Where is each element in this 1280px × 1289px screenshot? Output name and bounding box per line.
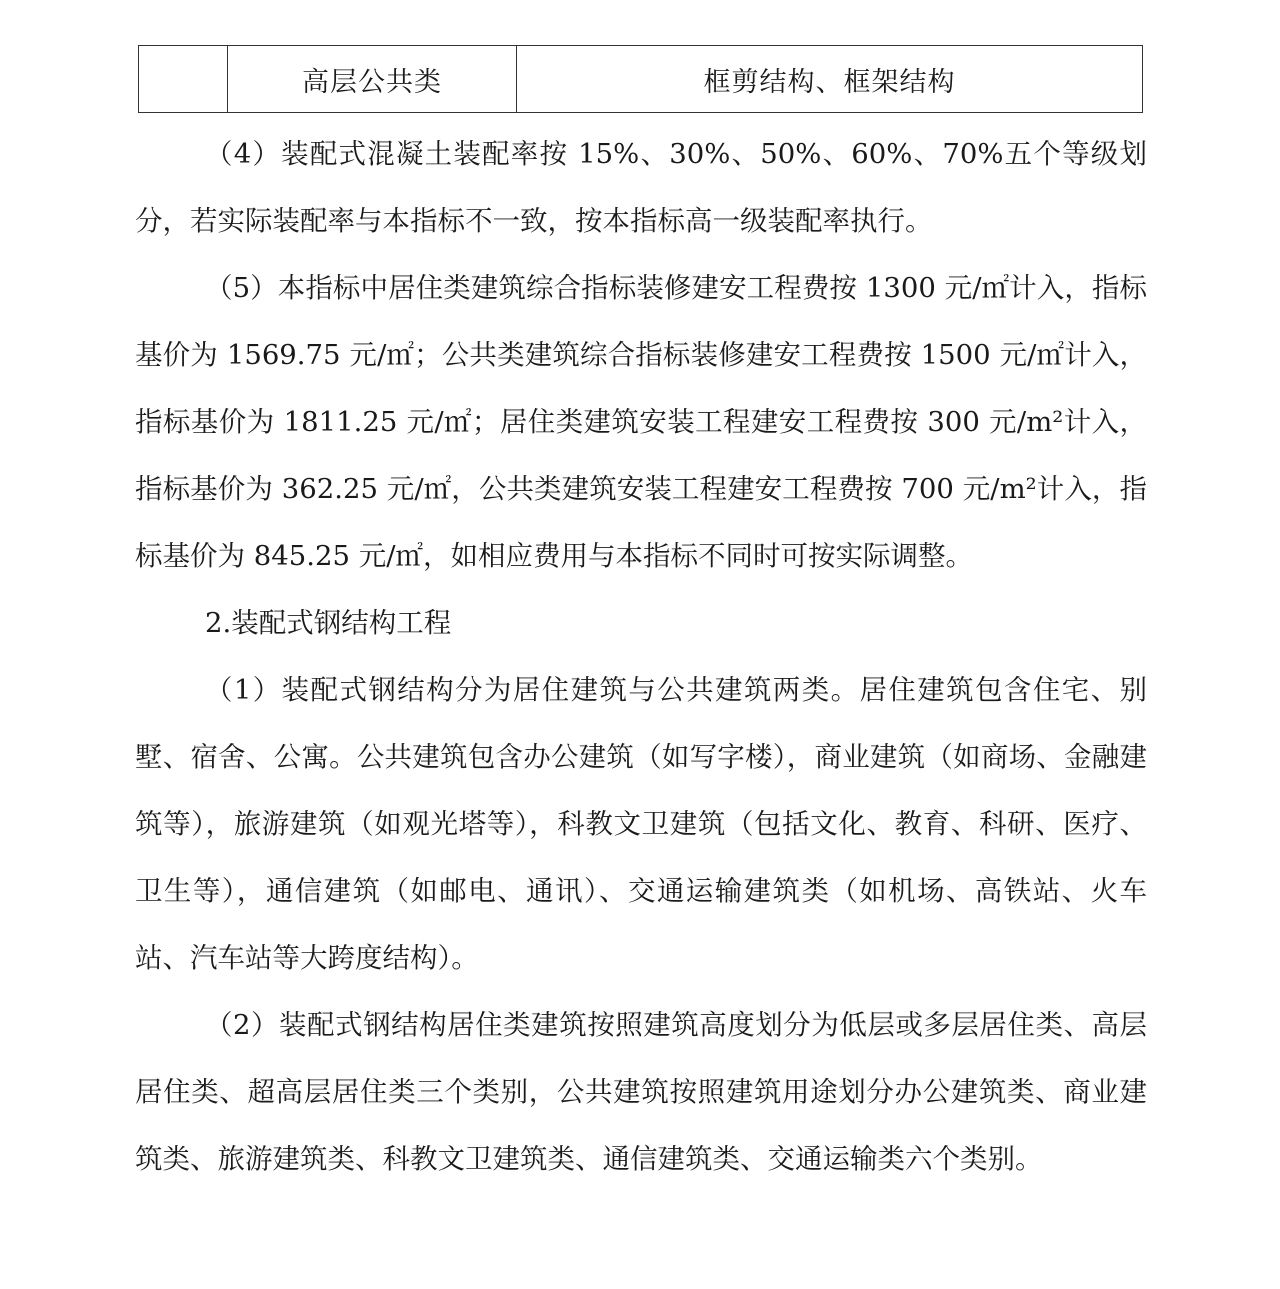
paragraph-cost-indicators: （5）本指标中居住类建筑综合指标装修建安工程费按 1300 元/㎡计入，指标基价为 1569.75 元/㎡；公共类建筑综合指标装修建安工程费按 1500 元/㎡计入，指标基价为 1811.25 元/㎡；居住类建筑安装工程建安工程费按 300 元/m²计入，指标基价为 362.25 元/㎡，公共类建筑安装工程建安工程费按 700 元/m²计入，指标基价为 845.25 元/㎡，如相应费用与本指标不同时可按实际调整。 — [135, 272, 1147, 572]
document-body — [135, 121, 1147, 1193]
table-cell-empty — [139, 46, 228, 113]
paragraph-steel-categories: （1）装配式钢结构分为居住建筑与公共建筑两类。居住建筑包含住宅、别墅、宿舍、公寓。公共建筑包含办公建筑（如写字楼），商业建筑（如商场、金融建筑等），旅游建筑（如观光塔等），科教文卫建筑（包括文化、教育、科研、医疗、卫生等），通信建筑（如邮电、通讯）、交通运输建筑类（如机场、高铁站、火车站、汽车站等大跨度结构）。 — [135, 674, 1147, 974]
paragraph-assembly-rate: （4）装配式混凝土装配率按 15%、30%、50%、60%、70%五个等级划分，若实际装配率与本指标不一致，按本指标高一级装配率执行。 — [135, 138, 1147, 237]
paragraph-steel-classification: （2）装配式钢结构居住类建筑按照建筑高度划分为低层或多层居住类、高层居住类、超高层居住类三个类别，公共建筑按照建筑用途划分办公建筑类、商业建筑类、旅游建筑类、科教文卫建筑类、通信建筑类、交通运输类六个类别。 — [135, 1009, 1147, 1175]
table-cell-building-type: 高层公共类 — [228, 46, 517, 113]
section-heading-steel-structure: 2.装配式钢结构工程 — [205, 607, 452, 639]
structure-table — [138, 45, 1143, 113]
table-row — [139, 46, 1143, 113]
table-cell-structure-type: 框剪结构、框架结构 — [517, 46, 1143, 113]
